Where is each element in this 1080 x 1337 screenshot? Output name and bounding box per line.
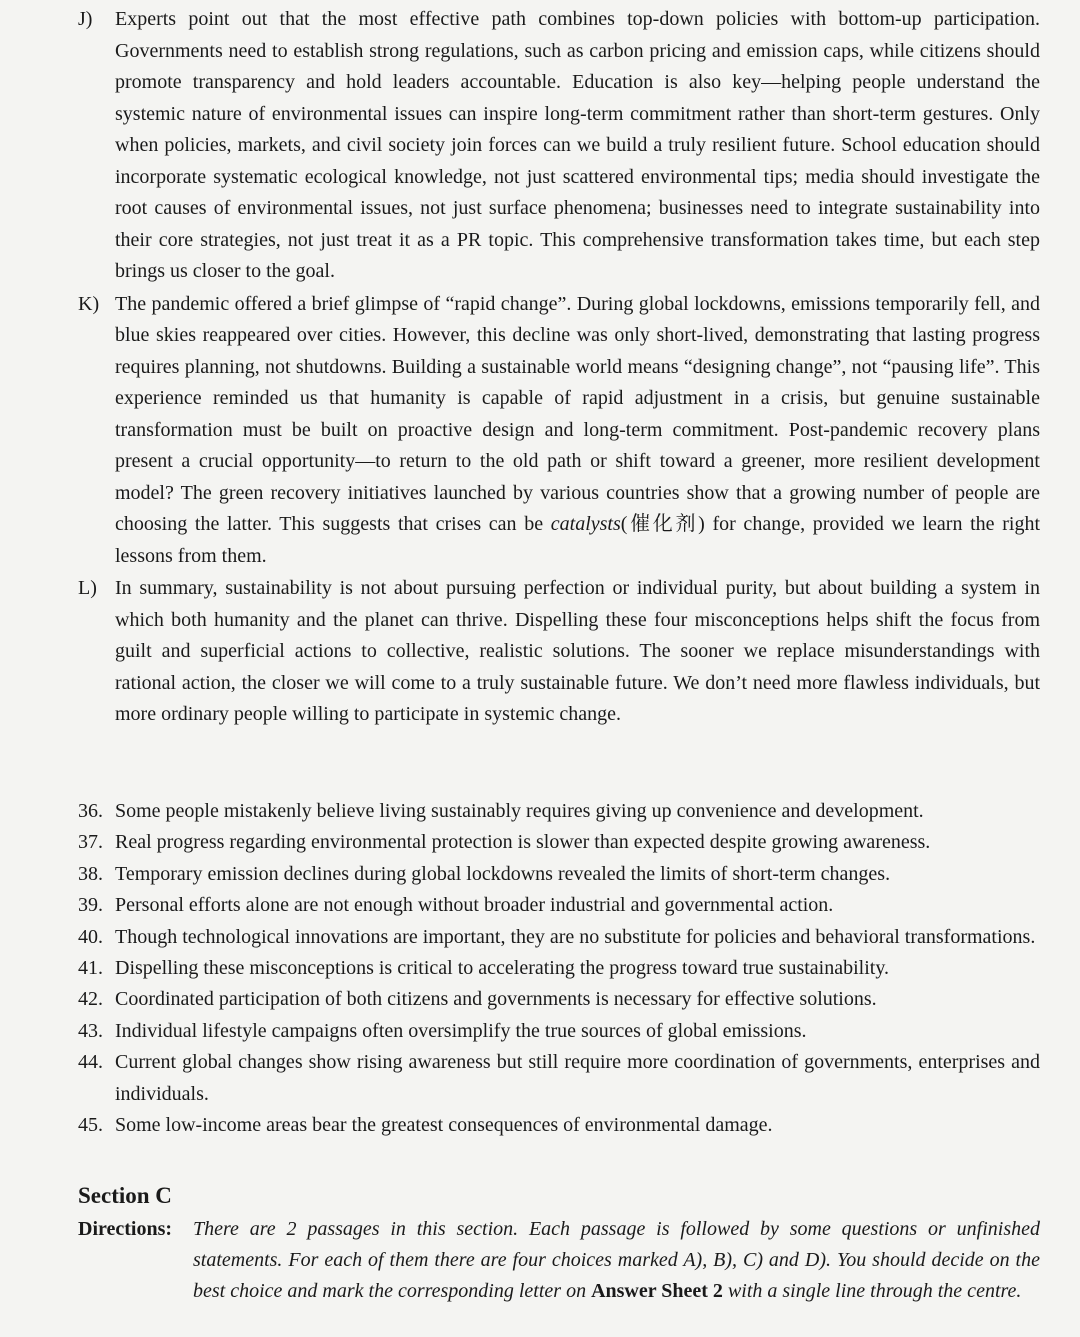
paragraph-label: K) — [78, 292, 100, 315]
question-number: 40. — [78, 925, 103, 948]
directions-text-part: with a single line through the centre. — [722, 1280, 1022, 1302]
question-number: 36. — [78, 800, 103, 822]
question-item — [78, 922, 1040, 953]
paragraph-text: Experts point out that the most effective path combines top-down policies with bottom-up participation. Governments need to establish strong regulations, such as carbon pricing and emission caps, while citizens should promote transparency and hold leaders accountable. Education is also key—helping people understand the systemic nature of environmental issues can inspire long-term commitment rather than short-term gestures. Only when policies, markets, and civil society join forces can we build a truly resilient future. School education should incorporate systematic ecological knowledge, not just scattered environmental tips; media should investigate the root causes of environmental issues, not just surface phenomena; businesses need to integrate sustainability into their core strategies, not just treat it as a PR topic. This comprehensive transformation takes time, but each step brings us closer to the goal. — [115, 8, 1040, 282]
question-text: Some low-income areas bear the greatest consequences of environmental damage. — [115, 1114, 773, 1137]
question-item — [78, 1047, 1040, 1110]
italic-term: catalysts — [550, 513, 621, 535]
question-item — [78, 859, 1040, 890]
question-text: Individual lifestyle campaigns often oversimplify the true sources of global emissions. — [115, 1019, 807, 1042]
paragraph-k — [78, 289, 1040, 573]
question-number: 45. — [78, 1114, 103, 1137]
paragraph-l — [78, 573, 1040, 731]
question-list — [78, 796, 1040, 1141]
question-number: 41. — [78, 957, 103, 980]
question-item — [78, 1110, 1040, 1141]
question-text: Some people mistakenly believe living sustainably requires giving up convenience and development. — [115, 800, 924, 822]
paragraph-j — [78, 4, 1040, 288]
chinese-gloss: (催化剂) — [620, 513, 705, 535]
answer-sheet-reference: Answer Sheet 2 — [591, 1280, 723, 1302]
question-text: Personal efforts alone are not enough without broader industrial and governmental action. — [115, 894, 834, 917]
question-number: 42. — [78, 988, 103, 1011]
question-text: Temporary emission declines during global lockdowns revealed the limits of short-term changes. — [115, 862, 891, 885]
paragraph-text-part: The pandemic offered a brief glimpse of “rapid change”. During global lockdowns, emissions temporarily fell, and blue skies reappeared over cities. However, this decline was only short-lived, demonstrating that lasting progress requires planning, not shutdowns. Building a sustainable world means “designing change”, not “pausing life”. This experience reminded us that humanity is capable of rapid adjustment in a crisis, but genuine sustainable transformation must be built on proactive design and long-term commitment. Post-pandemic recovery plans present a crucial opportunity—to return to the old path or shift toward a greener, more resilient development model? The green recovery initiatives launched by various countries show that a growing number of people are choosing the latter. This suggests that crises can be — [115, 292, 1040, 535]
directions-text-part: There are 2 passages in this section. Each passage is followed by some questions or unfinished statements. For each of them there are four choices marked A), B), C) and D). You should decide on the best choice and mark the corresponding letter on — [193, 1218, 1040, 1302]
question-number: 44. — [78, 1051, 103, 1074]
question-text: Though technological innovations are important, they are no substitute for policies and behavioral transformations. — [115, 925, 1036, 948]
section-heading: Section C — [78, 1183, 172, 1208]
question-number: 37. — [78, 831, 103, 854]
question-text: Current global changes show rising awareness but still require more coordination of governments, enterprises and individuals. — [115, 1051, 1040, 1105]
question-item — [78, 890, 1040, 921]
directions — [78, 1214, 1040, 1307]
directions-label: Directions: — [78, 1218, 173, 1240]
question-item — [78, 796, 1040, 827]
question-text: Dispelling these misconceptions is critical to accelerating the progress toward true sustainability. — [115, 957, 890, 980]
question-item — [78, 1016, 1040, 1047]
directions-text — [193, 1214, 1040, 1307]
question-number: 43. — [78, 1019, 103, 1042]
passage-paragraphs — [78, 4, 1040, 731]
question-number: 38. — [78, 862, 103, 885]
paragraph-label: J) — [78, 8, 93, 30]
question-text: Real progress regarding environmental protection is slower than expected despite growing awareness. — [115, 831, 931, 854]
question-text: Coordinated participation of both citizens and governments is necessary for effective solutions. — [115, 988, 877, 1011]
question-item — [78, 984, 1040, 1015]
question-item — [78, 827, 1040, 858]
paragraph-label: L) — [78, 577, 97, 599]
question-number: 39. — [78, 894, 103, 917]
question-item — [78, 953, 1040, 984]
paragraph-text-part: for change, provided we learn the right lessons from them. — [115, 513, 1040, 567]
paragraph-text: In summary, sustainability is not about pursuing perfection or individual purity, but about building a system in which both humanity and the planet can thrive. Dispelling these four misconceptions helps shift the focus from guilt and superficial actions to collective, realistic solutions. The sooner we replace misunderstandings with rational action, the closer we will come to a truly sustainable future. We don’t need more flawless individuals, but more ordinary people willing to participate in systemic change. — [115, 577, 1040, 725]
paragraph-text — [115, 289, 1040, 573]
